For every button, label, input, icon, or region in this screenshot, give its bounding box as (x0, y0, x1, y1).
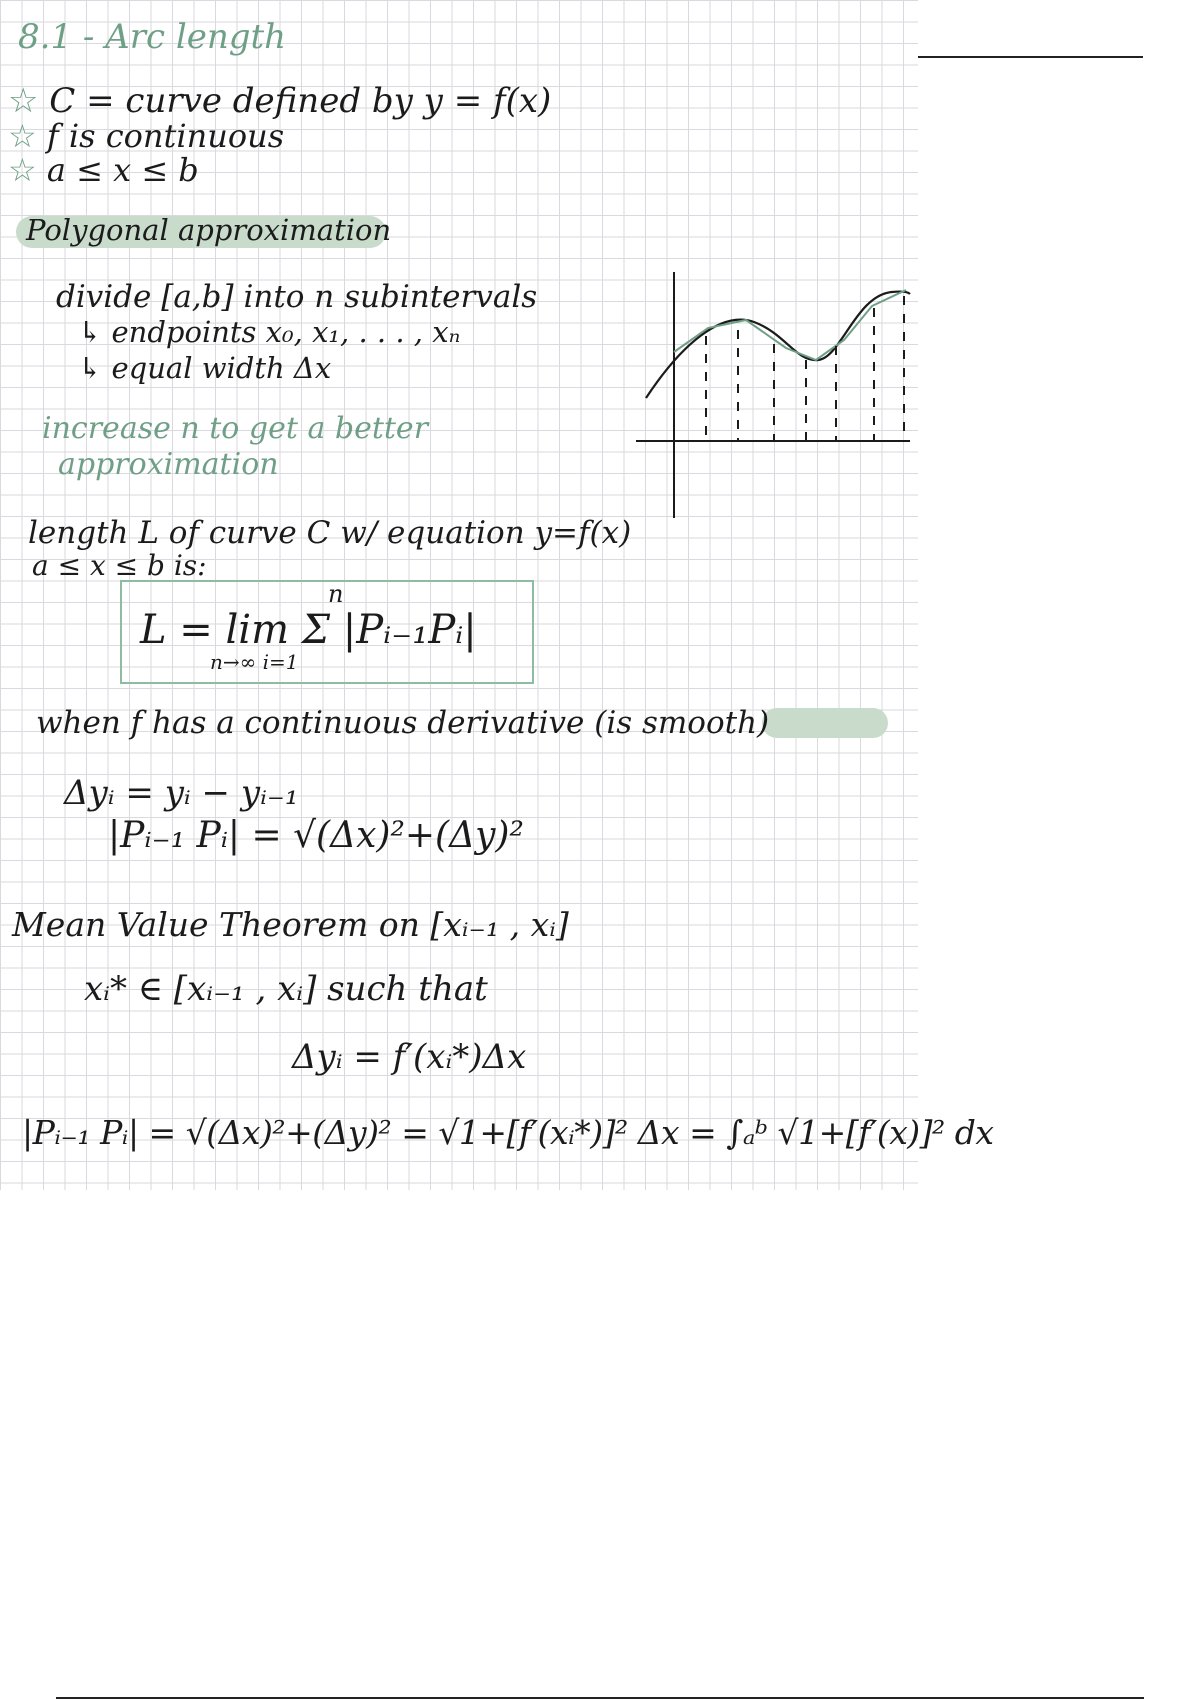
star-icon: ☆ (8, 151, 37, 189)
bullet-text: f is continuous (46, 117, 285, 155)
final-formula: |Pᵢ₋₁ Pᵢ| = √(Δx)²+(Δy)² = √1+[f′(xᵢ*)]² Δx = ∫ₐᵇ √1+[f′(x)]² dx (22, 1113, 994, 1152)
limit-sup: n (328, 580, 344, 608)
bullet-item (8, 81, 552, 121)
limit-sub: n→∞ i=1 (210, 650, 299, 674)
mvt-such-that: xᵢ* ∈ [xᵢ₋₁ , xᵢ] such that (84, 969, 488, 1009)
bullet-item (8, 151, 199, 189)
distance-formula: |Pᵢ₋₁ Pᵢ| = √(Δx)²+(Δy)² (108, 815, 524, 856)
bullet-text: a ≤ x ≤ b (46, 151, 199, 189)
endpoints-line: ↳ endpoints x₀, x₁, . . . , xₙ (78, 315, 461, 349)
increase-note-line-1: increase n to get a better (42, 411, 429, 446)
star-icon: ☆ (8, 117, 37, 155)
length-line-2: a ≤ x ≤ b is: (32, 549, 207, 582)
increase-note-line-2: approximation (58, 447, 279, 482)
equal-width-line: ↳ equal width Δx (78, 351, 332, 385)
bottom-rule (56, 1697, 1144, 1699)
mvt-result: Δyᵢ = f′(xᵢ*)Δx (292, 1037, 527, 1077)
page-title: 8.1 - Arc length (18, 17, 287, 57)
length-line-1: length L of curve C w/ equation y=f(x) (28, 515, 632, 551)
smooth-highlight (762, 708, 888, 738)
bullet-text: C = curve defined by y = f(x) (49, 81, 552, 121)
mvt-line: Mean Value Theorem on [xᵢ₋₁ , xᵢ] (12, 905, 569, 944)
section-heading: Polygonal approximation (26, 213, 392, 247)
star-icon: ☆ (8, 81, 39, 121)
smooth-line: when f has a continuous derivative (is smooth) (36, 705, 770, 741)
limit-formula: L = lim Σ |Pᵢ₋₁Pᵢ| (140, 607, 477, 653)
top-right-rule (918, 56, 1143, 58)
polygonal-approximation-graph (636, 270, 916, 520)
divide-line: divide [a,b] into n subintervals (56, 279, 538, 315)
delta-y-formula: Δyᵢ = yᵢ − yᵢ₋₁ (64, 773, 299, 813)
bullet-item (8, 117, 285, 155)
